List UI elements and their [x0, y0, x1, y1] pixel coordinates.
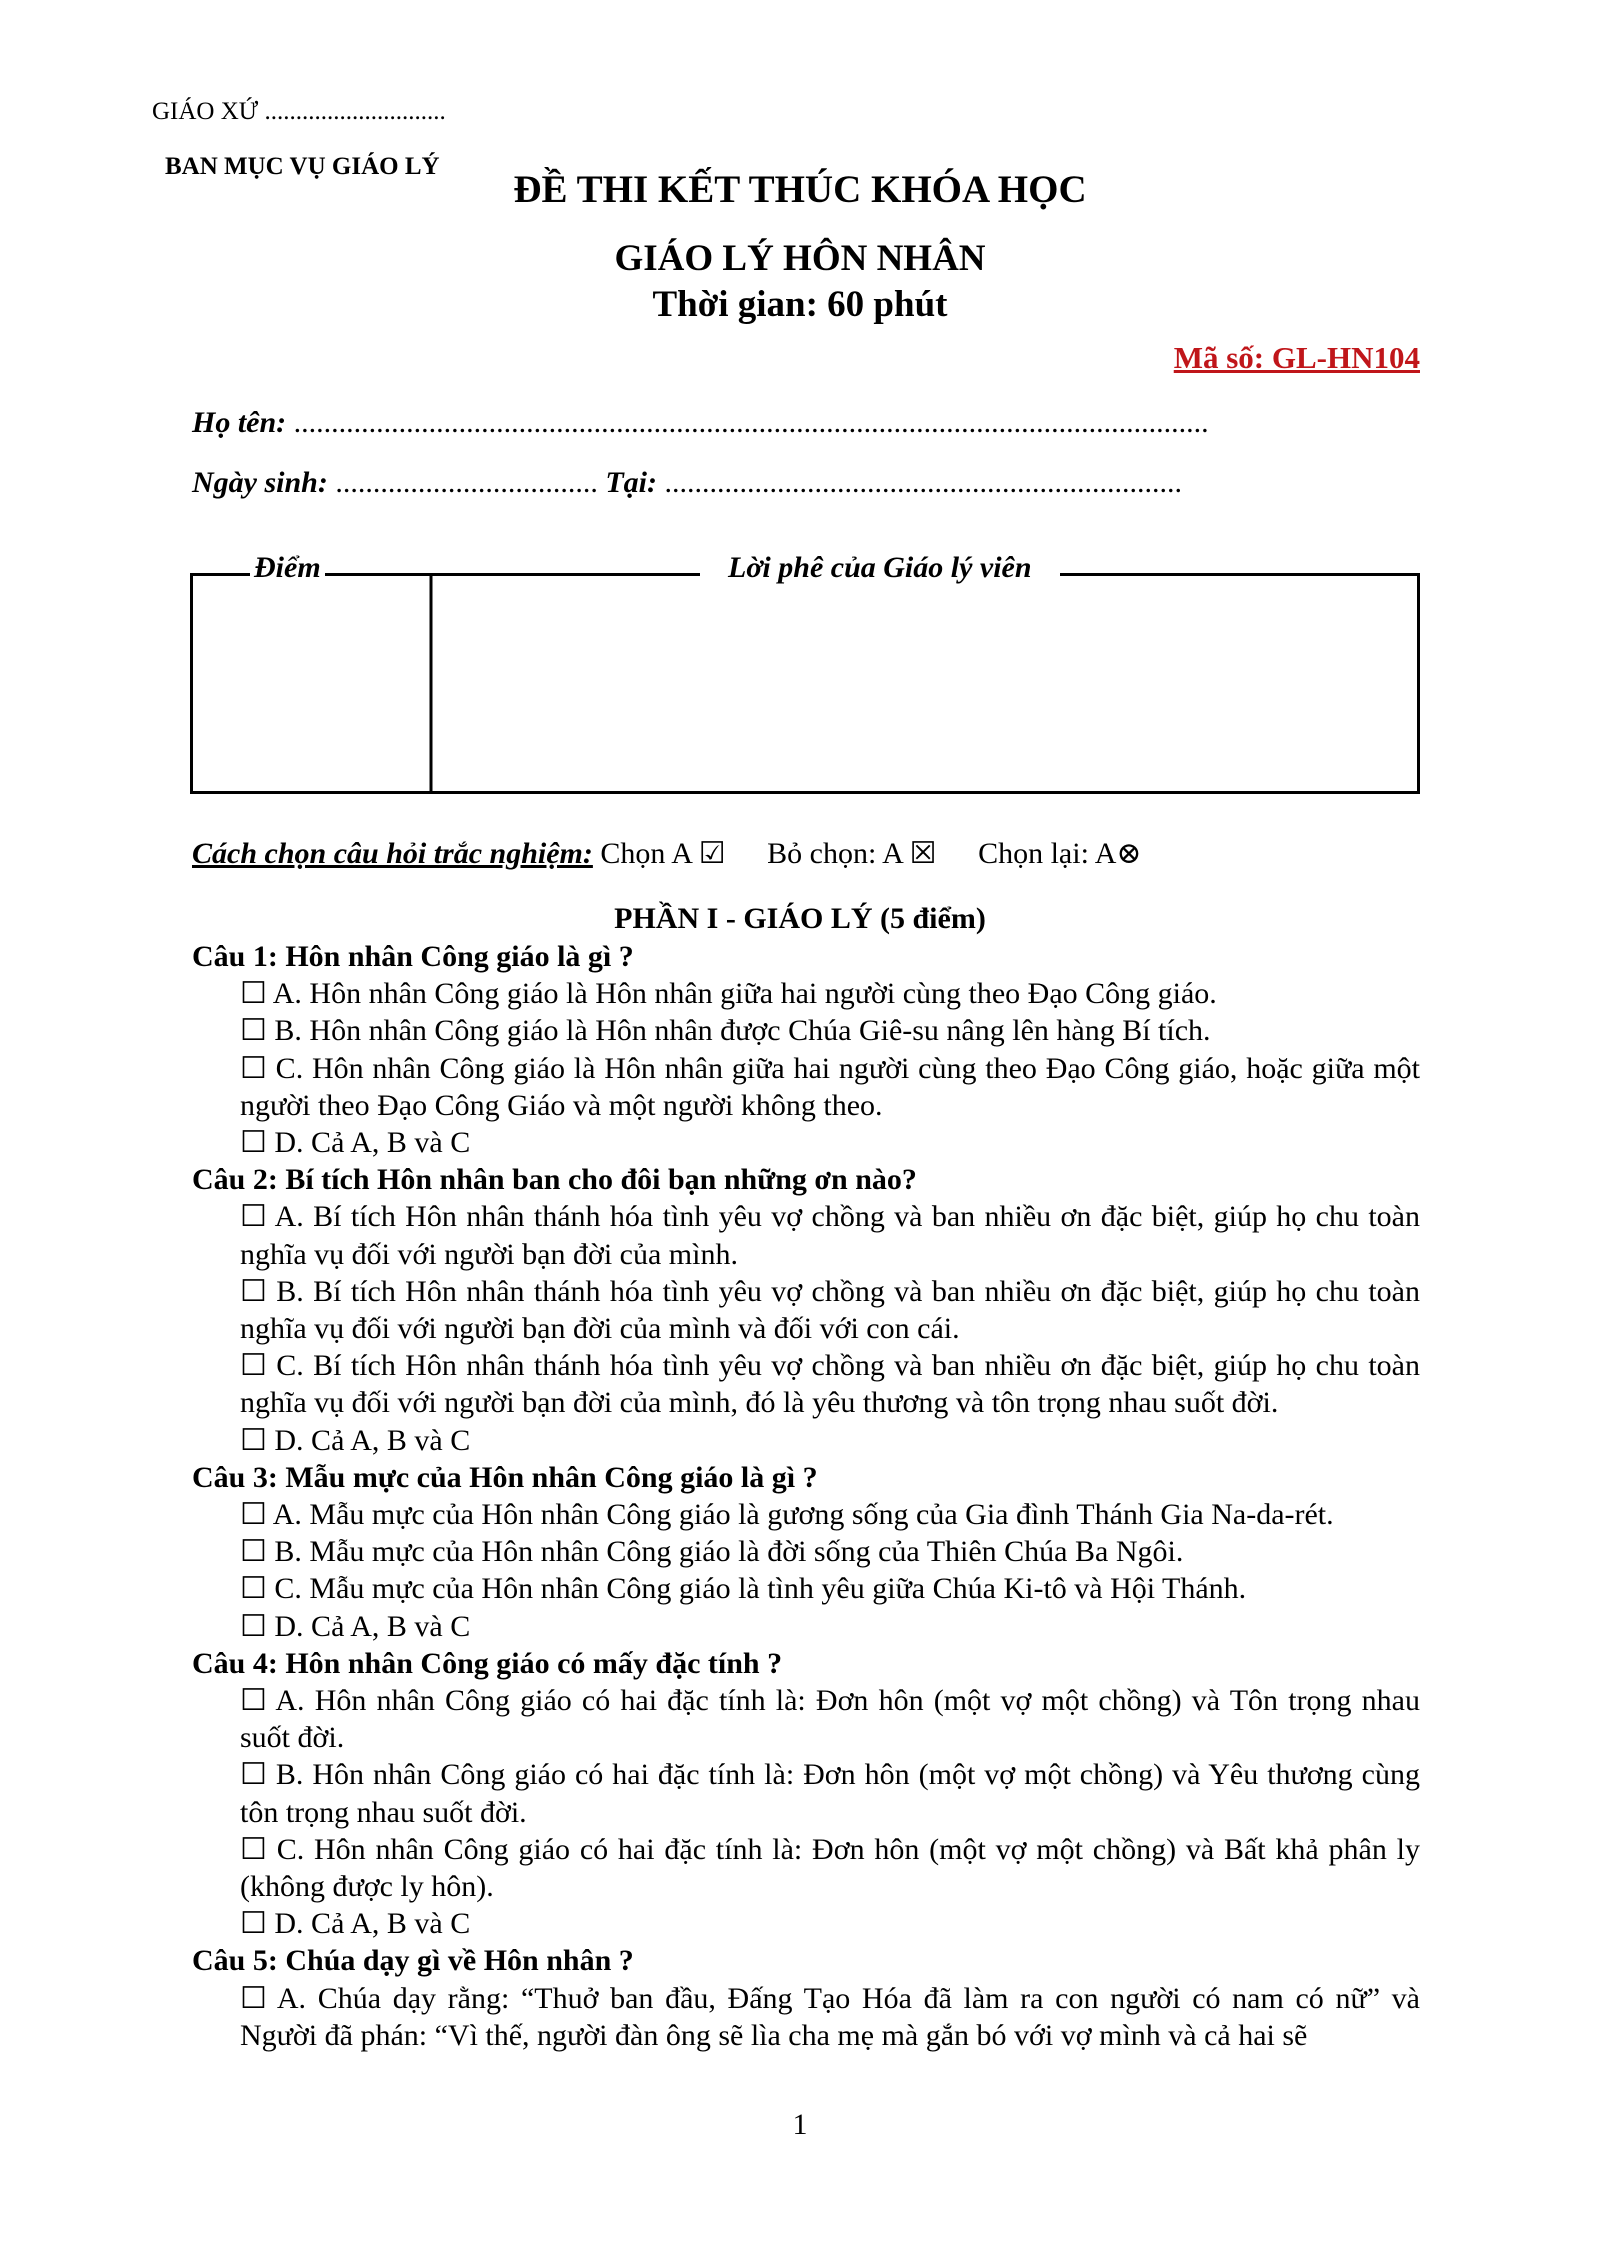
place-label: Tại:: [605, 466, 658, 499]
exam-code: Mã số: GL-HN104: [1173, 340, 1420, 375]
answer-option[interactable]: ☐ D. Cả A, B và C: [240, 1907, 471, 1941]
question-text: Câu 4: Hôn nhân Công giáo có mấy đặc tính ?: [192, 1646, 783, 1680]
question-text: Câu 3: Mẫu mực của Hôn nhân Công giáo là gì ?: [192, 1460, 818, 1494]
answer-option[interactable]: ☐ A. Hôn nhân Công giáo có hai đặc tính là: Đơn hôn (một vợ một chồng) và Tôn trọng nhau suốt đời.: [240, 1684, 1420, 1755]
answer-option[interactable]: ☐ B. Mẫu mực của Hôn nhân Công giáo là đời sống của Thiên Chúa Ba Ngôi.: [240, 1535, 1184, 1569]
comment-area[interactable]: [433, 579, 1415, 791]
dob-label: Ngày sinh:: [192, 466, 328, 499]
name-dots: ..........................................................................................................................: [286, 406, 1209, 439]
answer-option[interactable]: ☐ A. Hôn nhân Công giáo là Hôn nhân giữa hai người cùng theo Đạo Công giáo.: [240, 977, 1217, 1011]
answer-option[interactable]: ☐ A. Bí tích Hôn nhân thánh hóa tình yêu vợ chồng và ban nhiều ơn đặc biệt, giúp họ chu toàn nghĩa vụ đối với người bạn đời của mình.: [240, 1200, 1420, 1271]
section-title: PHẦN I - GIÁO LÝ (5 điểm): [614, 902, 986, 935]
parish-label: GIÁO XỨ .............................: [152, 98, 446, 125]
answer-option[interactable]: ☐ A. Mẫu mực của Hôn nhân Công giáo là gương sống của Gia đình Thánh Gia Na-da-rét.: [240, 1498, 1334, 1532]
comment-label: Lời phê của Giáo lý viên: [700, 551, 1060, 585]
choose-hint: Chọn A ☑: [600, 837, 726, 870]
name-field[interactable]: [192, 406, 1209, 440]
unchoose-hint: Bỏ chọn: A ☒: [767, 837, 937, 870]
question-2: [192, 1161, 1420, 1459]
question-1: [192, 938, 1420, 1161]
place-dots: .....................................................................: [657, 466, 1183, 499]
answer-option[interactable]: ☐ B. Hôn nhân Công giáo có hai đặc tính là: Đơn hôn (một vợ một chồng) và Yêu thương cùng tôn trọng nhau suốt đời.: [240, 1758, 1420, 1829]
question-text: Câu 5: Chúa dạy gì về Hôn nhân ?: [192, 1944, 634, 1978]
answer-option[interactable]: ☐ C. Hôn nhân Công giáo là Hôn nhân giữa hai người cùng theo Đạo Công giáo, hoặc giữa một người theo Đạo Công Giáo và một người không theo.: [240, 1051, 1420, 1122]
exam-title: ĐỀ THI KẾT THÚC KHÓA HỌC: [513, 168, 1087, 211]
answer-option[interactable]: ☐ D. Cả A, B và C: [240, 1423, 471, 1457]
dob-field[interactable]: [192, 466, 1182, 500]
answer-option[interactable]: ☐ C. Hôn nhân Công giáo có hai đặc tính là: Đơn hôn (một vợ một chồng) và Bất khả phân ly (không được ly hôn).: [240, 1832, 1420, 1904]
question-text: Câu 2: Bí tích Hôn nhân ban cho đôi bạn những ơn nào?: [192, 1163, 917, 1197]
ministry-label: BAN MỤC VỤ GIÁO LÝ: [165, 153, 440, 180]
exam-duration: Thời gian: 60 phút: [652, 284, 948, 325]
instructions-label: Cách chọn câu hỏi trắc nghiệm:: [192, 837, 593, 870]
question-5: [192, 1942, 1420, 2054]
score-area[interactable]: [195, 579, 427, 791]
grade-box: [190, 551, 1420, 795]
dob-dots: ...................................: [327, 466, 606, 499]
question-text: Câu 1: Hôn nhân Công giáo là gì ?: [192, 940, 634, 973]
question-4: [192, 1645, 1420, 1943]
question-list: [192, 938, 1420, 2054]
answer-option[interactable]: ☐ D. Cả A, B và C: [240, 1609, 471, 1643]
score-label: Điểm: [250, 551, 325, 585]
page-number: 1: [792, 2108, 808, 2141]
answer-option[interactable]: ☐ D. Cả A, B và C: [240, 1126, 471, 1160]
question-3: [192, 1459, 1420, 1645]
answer-option[interactable]: ☐ C. Mẫu mực của Hôn nhân Công giáo là tình yêu giữa Chúa Ki-tô và Hội Thánh.: [240, 1572, 1247, 1606]
name-label: Họ tên:: [192, 406, 287, 439]
answer-option[interactable]: ☐ B. Hôn nhân Công giáo là Hôn nhân được Chúa Giê-su nâng lên hàng Bí tích.: [240, 1014, 1211, 1048]
answer-option[interactable]: ☐ A. Chúa dạy rằng: “Thuở ban đầu, Đấng Tạo Hóa đã làm ra con người có nam có nữ” và Người đã phán: “Vì thế, người đàn ông sẽ lìa cha mẹ mà gắn bó với vợ mình và cả hai sẽ: [240, 1981, 1420, 2052]
instructions: [192, 836, 1142, 871]
answer-option[interactable]: ☐ B. Bí tích Hôn nhân thánh hóa tình yêu vợ chồng và ban nhiều ơn đặc biệt, giúp họ chu toàn nghĩa vụ đối với người bạn đời của mình và đối với con cái.: [240, 1274, 1420, 1346]
course-title: GIÁO LÝ HÔN NHÂN: [614, 238, 986, 279]
answer-option[interactable]: ☐ C. Bí tích Hôn nhân thánh hóa tình yêu vợ chồng và ban nhiều ơn đặc biệt, giúp họ chu toàn nghĩa vụ đối với người bạn đời của mình, đó là yêu thương và tôn trọng nhau suốt đời.: [240, 1349, 1420, 1420]
rechoose-hint: Chọn lại: A⊗: [978, 837, 1142, 870]
